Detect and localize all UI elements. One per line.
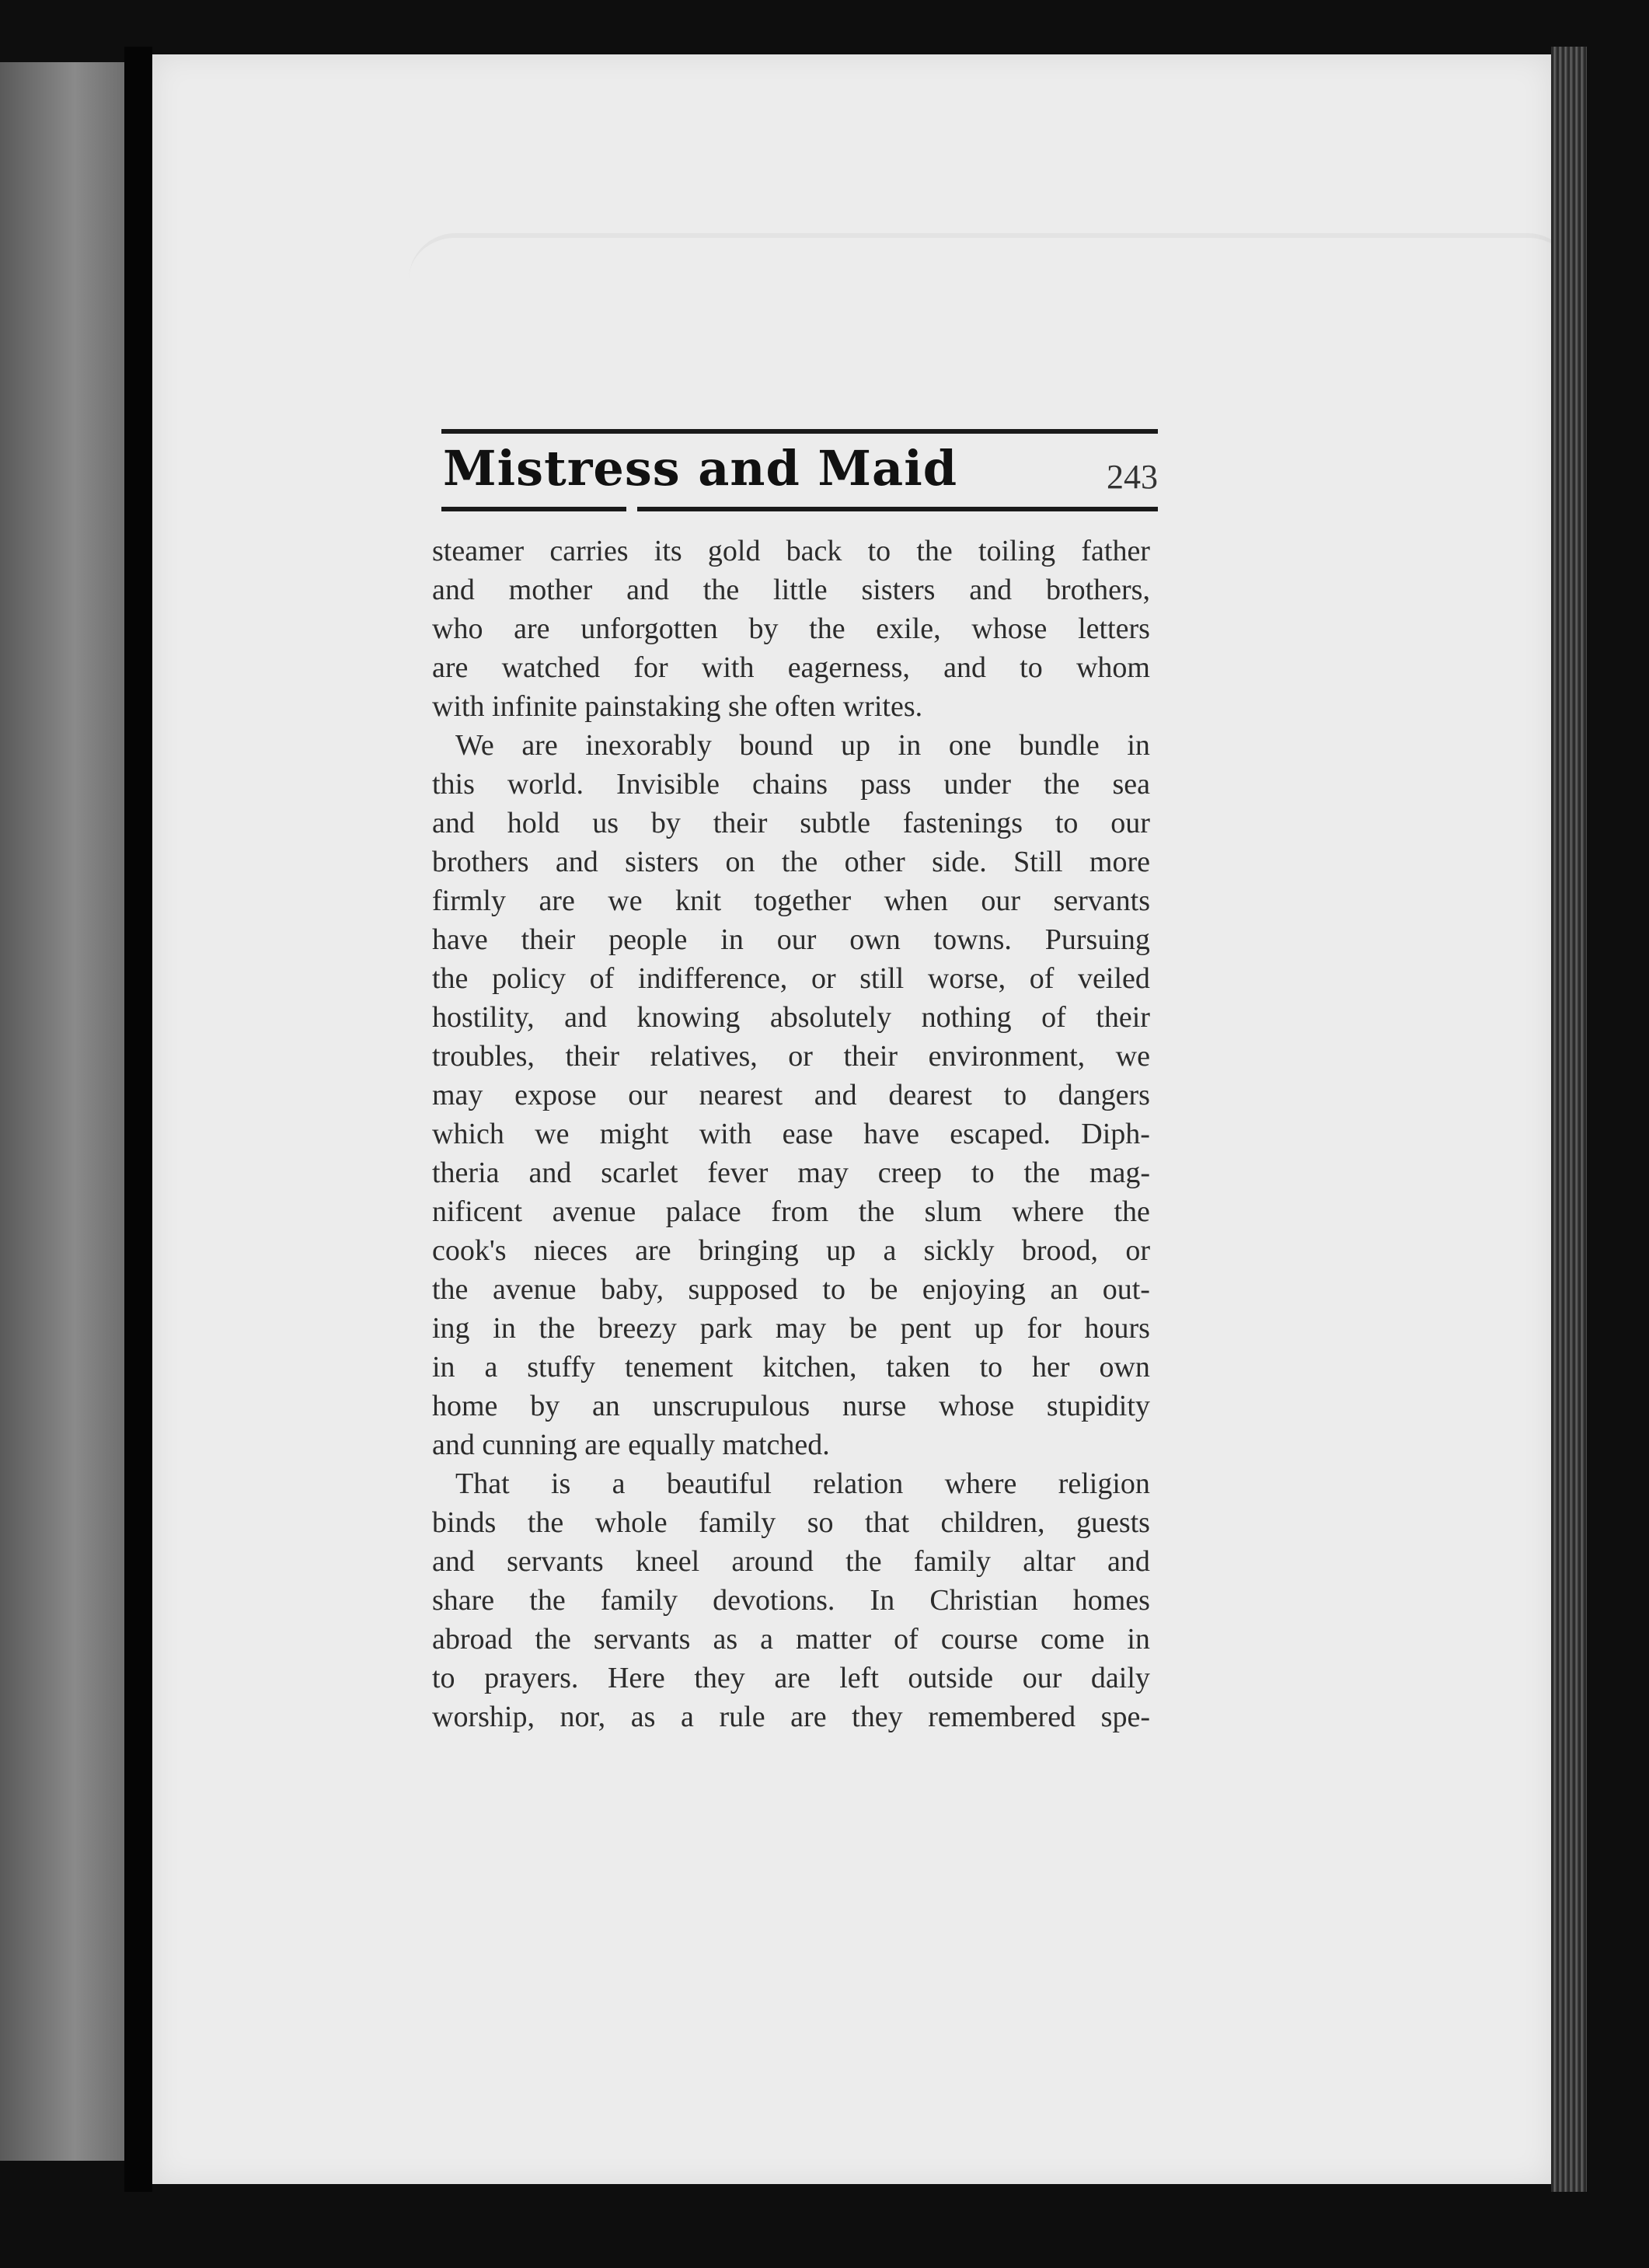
text-line: have their people in our own towns. Pursuing [432,923,1150,956]
text-line: ing in the breezy park may be pent up for hours [432,1312,1150,1345]
text-line: brothers and sisters on the other side. Still more [432,846,1150,878]
text-line: worship, nor, as a rule are they remembered spe- [432,1701,1150,1733]
running-title: Mistress and Maid [443,440,958,497]
page-number: 243 [1107,458,1158,496]
paragraph [432,726,1150,1464]
text-line: We are inexorably bound up in one bundle in [455,729,1150,762]
text-line: may expose our nearest and dearest to dangers [432,1079,1150,1111]
text-line: cook's nieces are bringing up a sickly brood, or [432,1234,1150,1267]
text-line: steamer carries its gold back to the toiling father [432,535,1150,567]
text-line: with infinite painstaking she often writes. [432,690,923,723]
text-line: home by an unscrupulous nurse whose stupidity [432,1390,1150,1422]
text-line: this world. Invisible chains pass under the sea [432,768,1150,801]
header-top-rule [441,429,1158,434]
text-line: and servants kneel around the family altar and [432,1545,1150,1578]
text-line: the policy of indifference, or still worse, of veiled [432,962,1150,995]
text-line: and hold us by their subtle fastenings to our [432,807,1150,839]
text-line: the avenue baby, supposed to be enjoying an out- [432,1273,1150,1306]
running-header [441,429,1158,524]
text-line: firmly are we knit together when our servants [432,885,1150,917]
book-gutter [124,47,152,2192]
text-line: which we might with ease have escaped. Diph- [432,1118,1150,1150]
header-bottom-rule-long [637,507,1158,511]
page-block-edge [1551,47,1587,2192]
body-text [432,532,1150,1736]
facing-page-edge [0,62,124,2161]
text-line: troubles, their relatives, or their environment, we [432,1040,1150,1073]
text-line: to prayers. Here they are left outside our daily [432,1662,1150,1694]
text-line: who are unforgotten by the exile, whose letters [432,612,1150,645]
text-line: nificent avenue palace from the slum where the [432,1195,1150,1228]
text-line: theria and scarlet fever may creep to the mag- [432,1157,1150,1189]
text-line: are watched for with eagerness, and to whom [432,651,1150,684]
text-line: abroad the servants as a matter of course come in [432,1623,1150,1656]
paragraph [432,1464,1150,1736]
header-bottom-rule-short [441,507,626,511]
text-line: and cunning are equally matched. [432,1429,830,1461]
text-line: binds the whole family so that children, guests [432,1506,1150,1539]
text-line: hostility, and knowing absolutely nothing of their [432,1001,1150,1034]
bleed-through-ornament [409,233,1574,331]
text-line: That is a beautiful relation where religion [455,1467,1150,1500]
text-line: share the family devotions. In Christian homes [432,1584,1150,1617]
text-line: in a stuffy tenement kitchen, taken to her own [432,1351,1150,1383]
paragraph [432,532,1150,726]
text-line: and mother and the little sisters and brothers, [432,574,1150,606]
